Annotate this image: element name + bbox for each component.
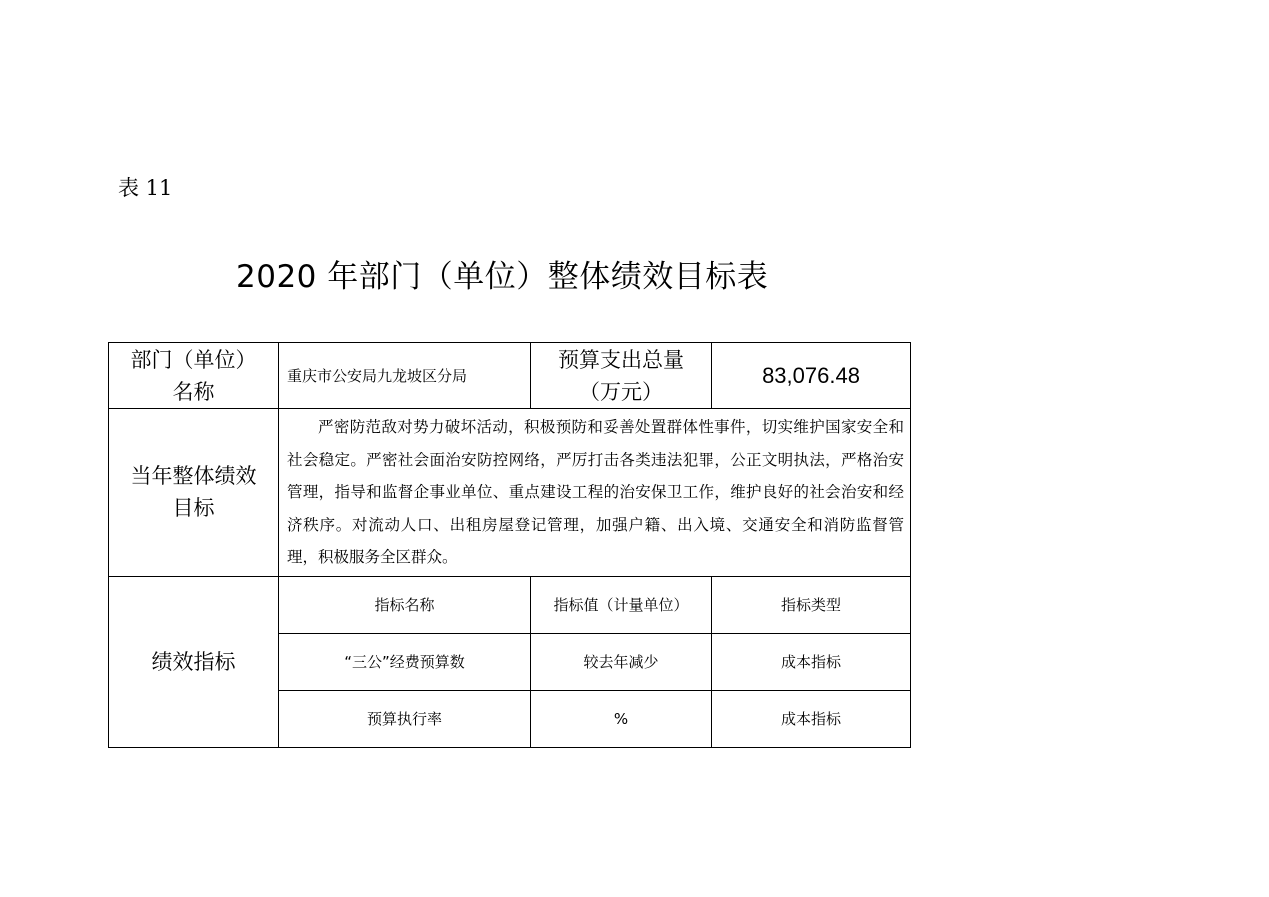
budget-label-cell [531,343,712,409]
indicator-type-cell: 成本指标 [712,690,911,747]
dept-label-cell [109,343,279,409]
indicator-header-row [109,576,911,633]
document-title: 2020 年部门（单位）整体绩效目标表 [236,259,769,295]
dept-name-cell: 重庆市公安局九龙坡区分局 [279,343,531,409]
table-number-label: 表 11 [118,176,173,200]
header-indicator-value: 指标值（计量单位） [531,576,712,633]
header-indicator-type: 指标类型 [712,576,911,633]
budget-amount-cell: 83,076.48 [712,343,911,409]
indicator-value-cell: % [531,690,712,747]
indicator-label-cell: 绩效指标 [109,576,279,747]
goal-label-line2: 目标 [172,496,215,521]
header-indicator-name: 指标名称 [279,576,531,633]
goal-label-cell [109,409,279,577]
goal-row [109,409,911,577]
indicator-type-cell: 成本指标 [712,633,911,690]
goal-label-line1: 当年整体绩效 [130,464,257,489]
indicator-name-cell: “三公”经费预算数 [279,633,531,690]
indicator-value-cell: 较去年减少 [531,633,712,690]
budget-label-line1: 预算支出总量 [558,347,684,372]
indicator-name-cell: 预算执行率 [279,690,531,747]
dept-label-line2: 名称 [172,379,215,404]
dept-row [109,343,911,409]
goal-text-cell: 严密防范敌对势力破坏活动，积极预防和妥善处置群体性事件，切实维护国家安全和社会稳定。严密社会面治安防控网络，严厉打击各类违法犯罪，公正文明执法，严格治安管理，指导和监督企事业单位、重点建设工程的治安保卫工作，维护良好的社会治安和经济秩序。对流动人口、出租房屋登记管理，加强户籍、出入境、交通安全和消防监督管理，积极服务全区群众。 [279,409,911,577]
budget-label-line2: （万元） [579,379,663,404]
dept-label-line1: 部门（单位） [130,347,257,372]
performance-goal-table [108,342,911,748]
